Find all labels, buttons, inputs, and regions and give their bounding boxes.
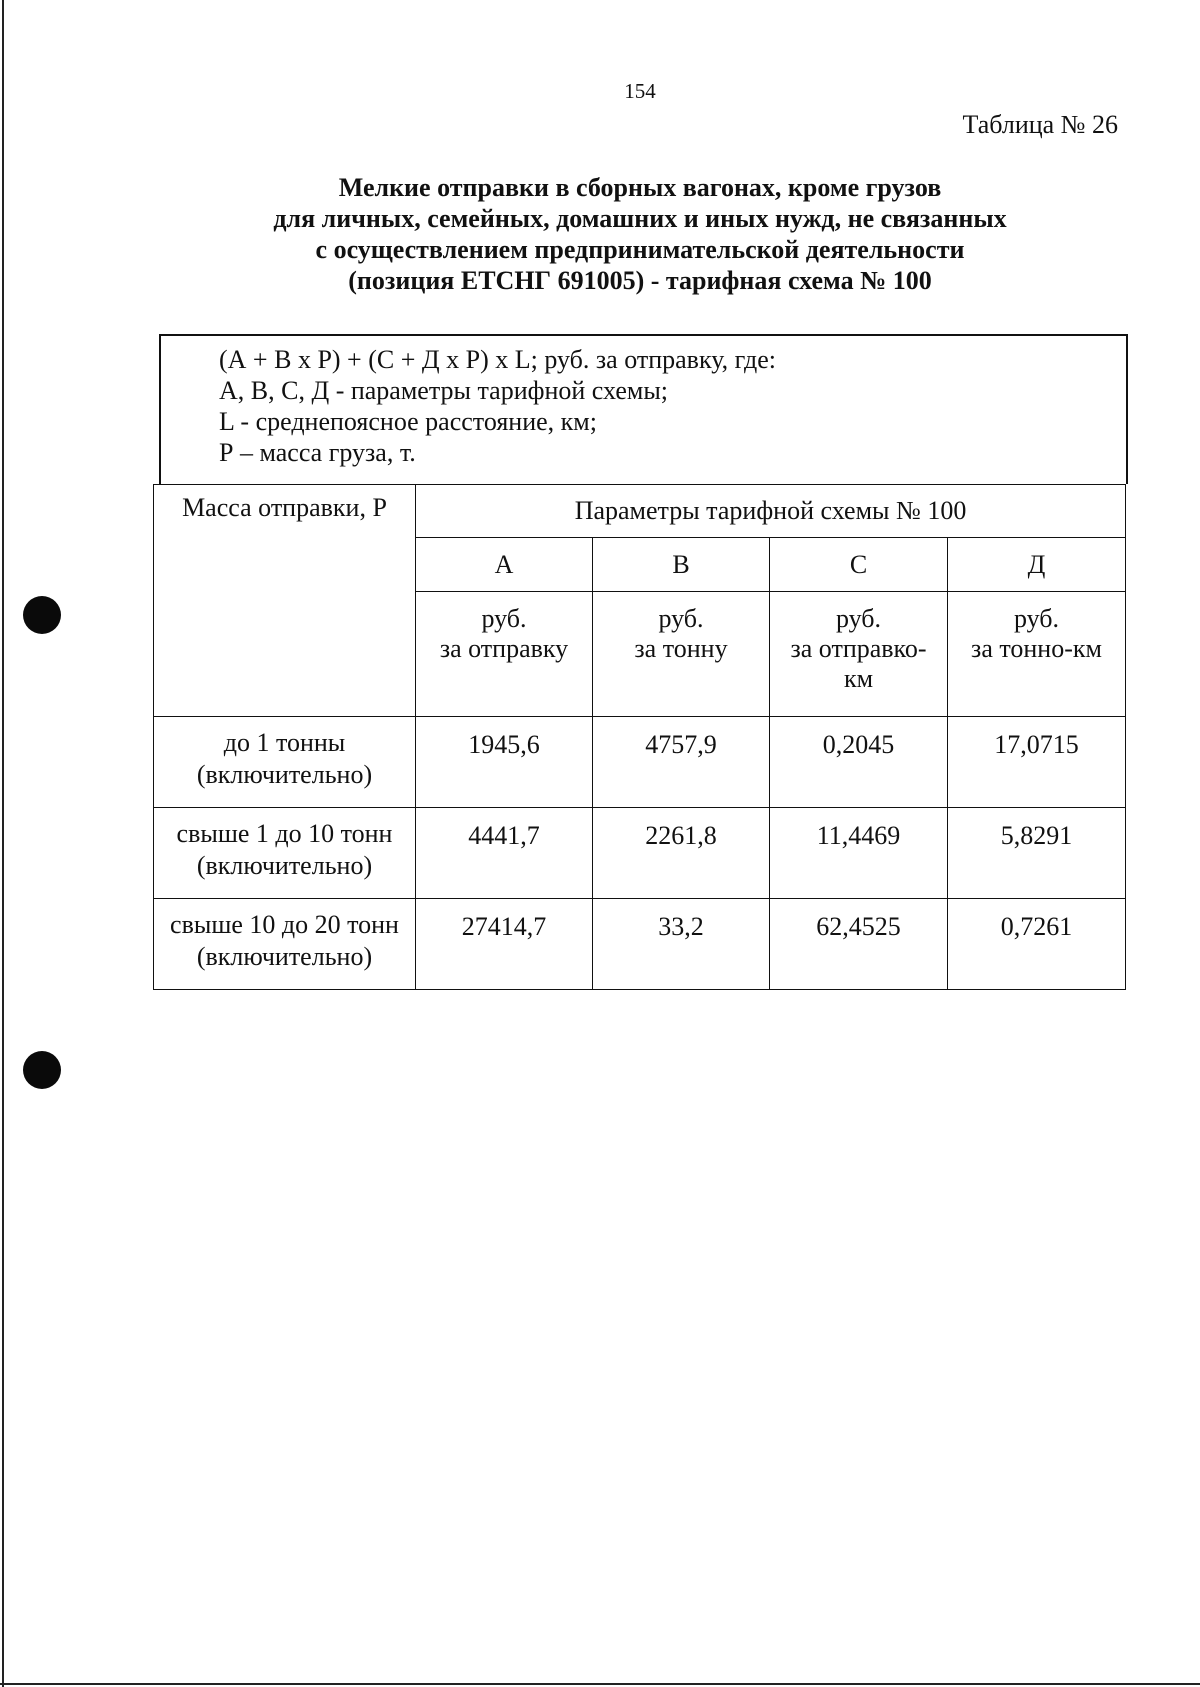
column-unit-c <box>770 592 948 717</box>
formula-text <box>219 344 776 468</box>
column-letter-c: С <box>770 538 948 592</box>
row-mass-label <box>154 808 416 899</box>
unit-line: км <box>843 664 874 693</box>
column-unit-b <box>593 592 770 717</box>
value-d: 0,7261 <box>948 899 1126 990</box>
row-label-line: до 1 тонны <box>223 728 346 757</box>
unit-line: руб. <box>1013 604 1060 633</box>
column-unit-d <box>948 592 1126 717</box>
column-unit-a <box>416 592 593 717</box>
title-line: (позиция ЕТСНГ 691005) - тарифная схема № 100 <box>348 266 932 295</box>
table-row <box>154 808 1126 899</box>
params-header: Параметры тарифной схемы № 100 <box>416 485 1126 538</box>
unit-line: руб. <box>481 604 527 633</box>
formula-box <box>159 334 1128 484</box>
value-d: 17,0715 <box>948 717 1126 808</box>
header-row <box>154 485 1126 538</box>
column-letter-d: Д <box>948 538 1126 592</box>
scan-edge-bottom <box>0 1683 1200 1685</box>
value-c: 62,4525 <box>770 899 948 990</box>
row-label-line: (включительно) <box>196 760 373 789</box>
title-line: с осуществлением предпринимательской деятельности <box>315 235 965 264</box>
table-row <box>154 717 1126 808</box>
value-c: 0,2045 <box>770 717 948 808</box>
table-number: Таблица № 26 <box>962 110 1118 139</box>
title-line: Мелкие отправки в сборных вагонах, кроме грузов <box>338 173 942 202</box>
row-mass-label <box>154 899 416 990</box>
formula-line: Р – масса груза, т. <box>219 438 416 467</box>
unit-line: за отправко- <box>790 634 927 663</box>
unit-line: руб. <box>835 604 882 633</box>
formula-line: А, В, С, Д - параметры тарифной схемы; <box>219 376 669 405</box>
value-a: 1945,6 <box>416 717 593 808</box>
tariff-table <box>153 484 1126 990</box>
row-label-line: (включительно) <box>196 851 373 880</box>
row-label-line: свыше 10 до 20 тонн <box>170 910 399 939</box>
formula-line: L - среднепоясное расстояние, км; <box>219 407 597 436</box>
mass-header: Масса отправки, Р <box>154 485 416 717</box>
column-letter-a: А <box>416 538 593 592</box>
unit-line: за отправку <box>439 634 569 663</box>
formula-line: (А + В х Р) + (С + Д х Р) х L; руб. за отправку, где: <box>219 345 776 374</box>
unit-line: за тонну <box>634 634 728 663</box>
unit-line: за тонно-км <box>971 634 1102 663</box>
column-letter-b: В <box>593 538 770 592</box>
title-line: для личных, семейных, домашних и иных нужд, не связанных <box>273 204 1007 233</box>
row-label-line: (включительно) <box>196 942 373 971</box>
value-b: 4757,9 <box>593 717 770 808</box>
unit-line: руб. <box>658 604 704 633</box>
page-number: 154 <box>624 79 656 103</box>
value-b: 2261,8 <box>593 808 770 899</box>
binder-hole <box>23 596 61 634</box>
value-a: 27414,7 <box>416 899 593 990</box>
table-row <box>154 899 1126 990</box>
row-mass-label <box>154 717 416 808</box>
value-b: 33,2 <box>593 899 770 990</box>
value-a: 4441,7 <box>416 808 593 899</box>
binder-hole <box>23 1051 61 1089</box>
value-d: 5,8291 <box>948 808 1126 899</box>
document-title <box>0 172 1200 296</box>
value-c: 11,4469 <box>770 808 948 899</box>
row-label-line: свыше 1 до 10 тонн <box>176 819 393 848</box>
